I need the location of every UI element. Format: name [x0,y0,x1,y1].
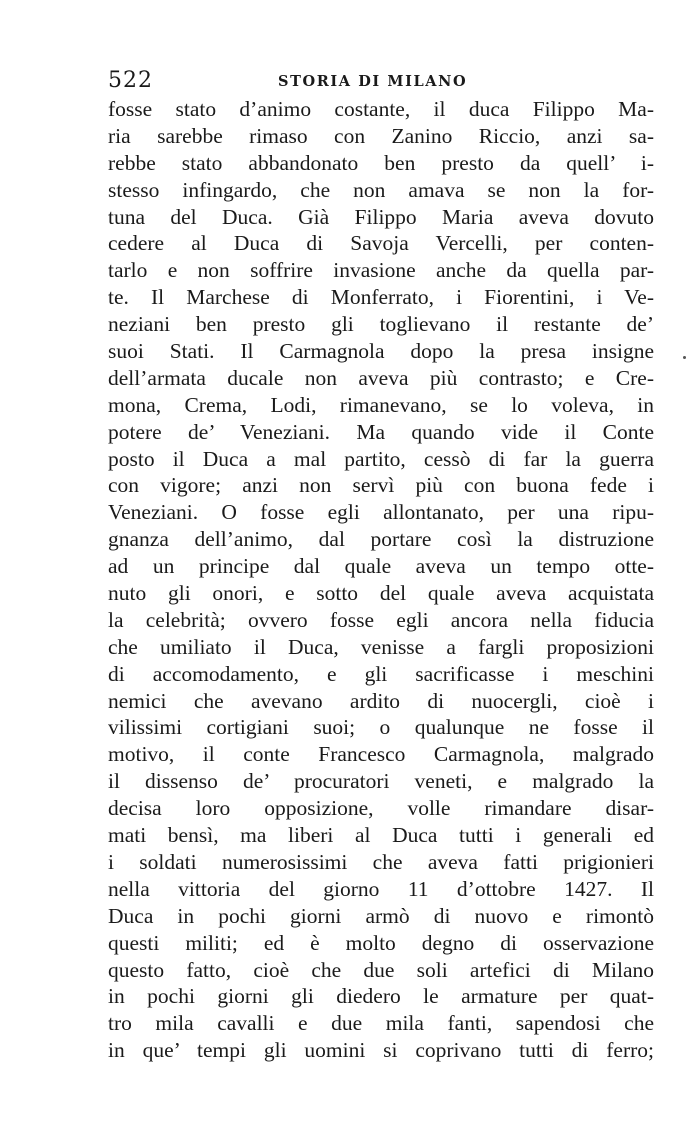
text-line: il dissenso de’ procuratori veneti, e malgrado la [108,769,654,794]
text-line: decisa loro opposizione, volle rimandare disar- [108,796,654,821]
running-head: STORIA DI MILANO [278,73,468,90]
paper-speck [683,356,686,359]
text-line: di accomodamento, e gli sacrificasse i meschini [108,661,654,686]
text-line: in pochi giorni gli diedero le armature per quat- [108,984,654,1009]
text-line: tarlo e non soffrire invasione anche da quella par- [108,258,654,283]
text-line: nella vittoria del giorno 11 d’ottobre 1427. Il [108,876,654,901]
text-line: vilissimi cortigiani suoi; o qualunque ne fosse il [108,715,654,740]
text-line: ad un principe dal quale aveva un tempo otte- [108,554,654,579]
text-line: tuna del Duca. Già Filippo Maria aveva dovuto [108,204,654,229]
text-line: in que’ tempi gli uomini si coprivano tutti di ferro; [108,1038,654,1063]
text-line: stesso infingardo, che non amava se non la for- [108,177,654,202]
text-line: dell’armata ducale non aveva più contrasto; e Cre- [108,365,654,390]
text-line: Duca in pochi giorni armò di nuovo e rimontò [108,903,654,928]
text-line: i soldati numerosissimi che aveva fatti prigionieri [108,849,654,874]
text-line: motivo, il conte Francesco Carmagnola, malgrado [108,742,654,767]
text-line: te. Il Marchese di Monferrato, i Fiorentini, i Ve- [108,285,654,310]
text-line: posto il Duca a mal partito, cessò di far la guerra [108,446,654,471]
text-line: mati bensì, ma liberi al Duca tutti i generali ed [108,823,654,848]
text-line: questi militi; ed è molto degno di osservazione [108,930,654,955]
text-line: ria sarebbe rimaso con Zanino Riccio, anzi sa- [108,123,654,148]
text-line: rebbe stato abbandonato ben presto da quell’ i- [108,150,654,175]
text-line: Veneziani. O fosse egli allontanato, per una ripu- [108,500,654,525]
body-text [108,96,654,1064]
text-line: con vigore; anzi non servì più con buona fede i [108,473,654,498]
text-line: questo fatto, cioè che due soli artefici di Milano [108,957,654,982]
text-line: fosse stato d’animo costante, il duca Filippo Ma- [108,97,654,121]
text-line: mona, Crema, Lodi, rimanevano, se lo voleva, in [108,392,654,417]
text-line: tro mila cavalli e due mila fanti, sapendosi che [108,1011,654,1036]
text-line: suoi Stati. Il Carmagnola dopo la presa insigne [108,339,654,364]
text-line: nemici che avevano ardito di nuocergli, cioè i [108,688,654,713]
text-line: cedere al Duca di Savoja Vercelli, per conten- [108,231,654,256]
page-number: 522 [108,68,153,93]
text-line: la celebrità; ovvero fosse egli ancora nella fiducia [108,607,654,632]
text-line: gnanza dell’animo, dal portare così la distruzione [108,527,654,552]
text-line: potere de’ Veneziani. Ma quando vide il Conte [108,419,654,444]
page-header [108,66,654,96]
text-line: nuto gli onori, e sotto del quale aveva acquistata [108,581,654,606]
text-line: che umiliato il Duca, venisse a fargli proposizioni [108,634,654,659]
text-line: neziani ben presto gli toglievano il restante de’ [108,312,654,337]
